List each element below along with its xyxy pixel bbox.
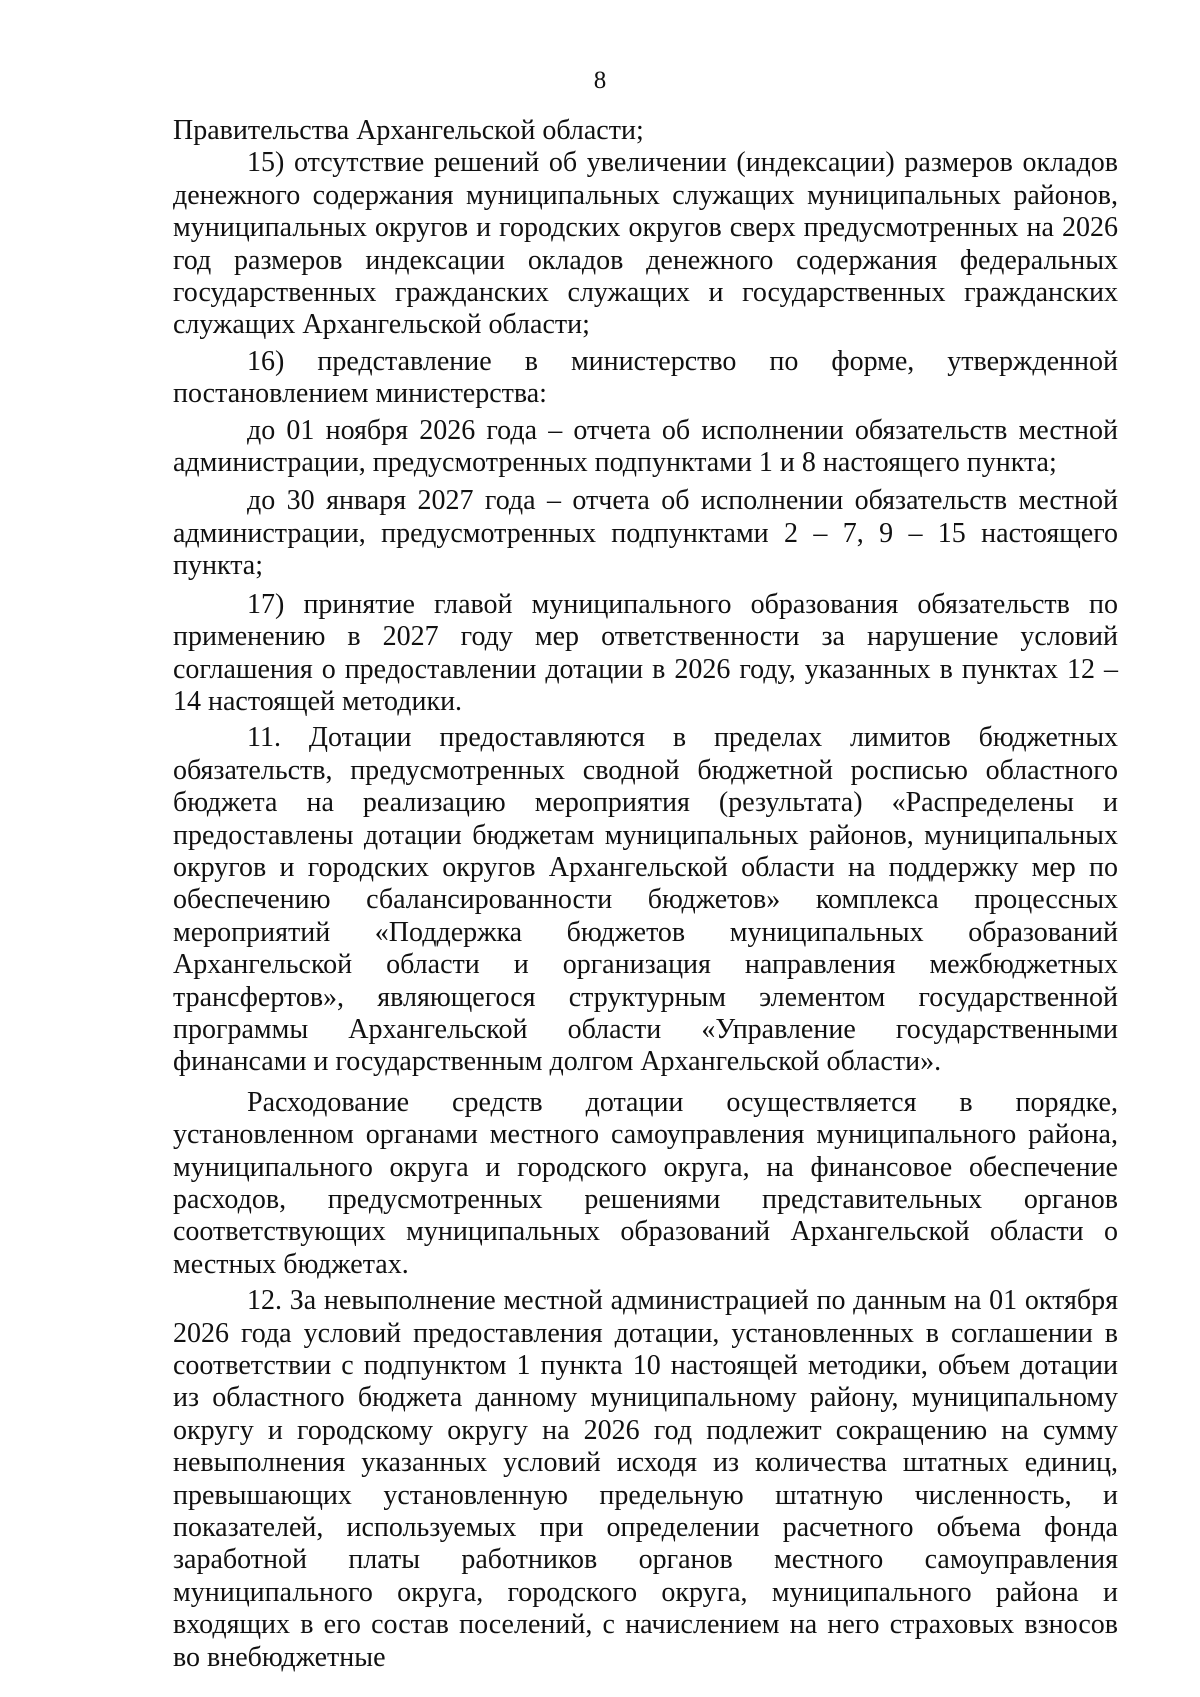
paragraph-item-15: 15) отсутствие решений об увеличении (индексации) размеров окладов денежного содержания муниципальных служащих муниципальных районов, муниципальных округов и городских округов сверх предусмотренных на 2026 год размеров индексации окладов денежного содержания федеральных государственных гражданских служащих и государственных гражданских служащих Архангельской области; [173,147,1118,341]
paragraph-item-16: 16) представление в министерство по форме, утвержденной постановлением министерства: [173,345,1118,410]
paragraph-deadline-november: до 01 ноября 2026 года – отчета об исполнении обязательств местной администрации, предусмотренных подпунктами 1 и 8 настоящего пункта; [173,414,1118,479]
page-number: 8 [593,67,607,94]
paragraph-spending: Расходование средств дотации осуществляется в порядке, установленном органами местного самоуправления муниципального района, муниципального округа и городского округа, на финансовое обеспечение расходов, предусмотренных решениями представительных органов соответствующих муниципальных образований Архангельской области о местных бюджетах. [173,1086,1118,1280]
paragraph-item-17: 17) принятие главой муниципального образования обязательств по применению в 2027 году мер ответственности за нарушение условий соглашения о предоставлении дотации в 2026 году, указанных в пунктах 12 – 14 настоящей методики. [173,588,1118,717]
document-body [173,115,1118,1674]
paragraph-section-12: 12. За невыполнение местной администрацией по данным на 01 октября 2026 года условий предоставления дотации, установленных в соглашении в соответствии с подпунктом 1 пункта 10 настоящей методики, объем дотации из областного бюджета данному муниципальному району, муниципальному округу и городскому округу на 2026 год подлежит сокращению на сумму невыполнения указанных условий исходя из количества штатных единиц, превышающих установленную предельную штатную численность, и показателей, используемых при определении расчетного объема фонда заработной платы работников органов местного самоуправления муниципального округа, городского округа, муниципального района и входящих в его состав поселений, с начислением на него страховых взносов во внебюджетные [173,1285,1118,1673]
paragraph-continuation: Правительства Архангельской области; [173,115,644,146]
paragraph-section-11: 11. Дотации предоставляются в пределах лимитов бюджетных обязательств, предусмотренных сводной бюджетной росписью областного бюджета на реализацию мероприятия (результата) «Распределены и предоставлены дотации бюджетам муниципальных районов, муниципальных округов и городских округов Архангельской области на поддержку мер по обеспечению сбалансированности бюджетов» комплекса процессных мероприятий «Поддержка бюджетов муниципальных образований Архангельской области и организация направления межбюджетных трансфертов», являющегося структурным элементом государственной программы Архангельской области «Управление государственными финансами и государственным долгом Архангельской области». [173,722,1118,1078]
paragraph-deadline-january: до 30 января 2027 года – отчета об исполнении обязательств местной администрации, предусмотренных подпунктами 2 – 7, 9 – 15 настоящего пункта; [173,485,1118,582]
